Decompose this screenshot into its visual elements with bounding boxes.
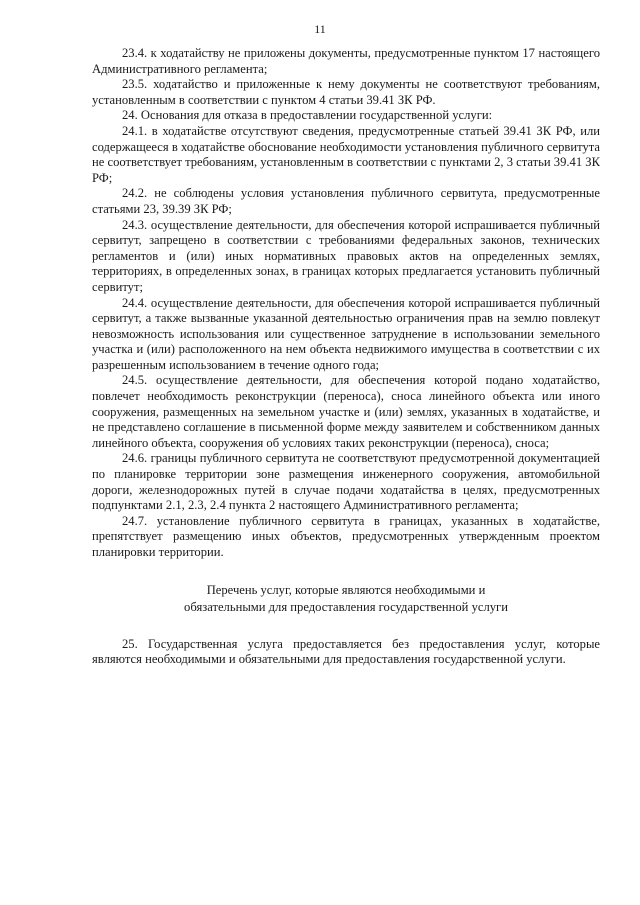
paragraph-25: 25. Государственная услуга предоставляется без предоставления услуг, которые являются необходимыми и обязательными для предоставления государственной услуги. — [92, 636, 600, 667]
paragraph-24-6: 24.6. границы публичного сервитута не соответствуют предусмотренной документацией по планировке территории зоне размещения инженерного сооружения, автомобильной дороги, железнодорожных путей в случае подачи ходатайства в целях, предусмотренных подпунктами 2.1, 2.3, 2.4 пункта 2 настоящего Административного регламента; — [92, 451, 600, 513]
page-number: 11 — [314, 22, 326, 36]
paragraph-23-5: 23.5. ходатайство и приложенные к нему документы не соответствуют требованиям, установленным в соответствии с пунктом 4 статьи 39.41 ЗК РФ. — [92, 77, 600, 107]
paragraph-24: 24. Основания для отказа в предоставлении государственной услуги: — [122, 108, 493, 123]
paragraph-24-4: 24.4. осуществление деятельности, для обеспечения которой испрашивается публичный сервитут, а также вызванные указанной деятельностью ограничения прав на землю повлекут невозможность использования или существенное затруднение в использовании земельного участка и (или) расположенного на нем объекта недвижимого имущества в соответствии с их разрешенным использованием в течение одного года; — [92, 295, 600, 372]
section-title-line-2: обязательными для предоставления государственной услуги — [184, 599, 508, 614]
paragraph-24-7: 24.7. установление публичного сервитута в границах, указанных в ходатайстве, препятствует размещению иных объектов, предусмотренных утвержденным проектом планировки территории. — [92, 513, 600, 559]
document-body — [92, 46, 600, 668]
paragraph-24-1: 24.1. в ходатайстве отсутствуют сведения, предусмотренные статьей 39.41 ЗК РФ, или содержащееся в ходатайстве обоснование необходимости установления публичного сервитута не соответствует требованиям, установленным в соответствии с пунктами 2, 3 статьи 39.41 ЗК РФ; — [92, 123, 600, 185]
paragraph-24-2: 24.2. не соблюдены условия установления публичного сервитута, предусмотренные статьями 23, 39.39 ЗК РФ; — [92, 186, 600, 216]
paragraph-24-5: 24.5. осуществление деятельности, для обеспечения которой подано ходатайство, повлечет необходимость реконструкции (переноса), сноса линейного объекта или иного сооружения, размещенных на земельном участке и (или) землях, указанных в ходатайстве, и не представлено соглашение в письменной форме между заявителем и собственником данных линейного объекта, сооружения об условиях таких реконструкции (переноса), сноса; — [92, 373, 600, 450]
section-title-line-1: Перечень услуг, которые являются необходимыми и — [206, 582, 486, 597]
paragraph-23-4: 23.4. к ходатайству не приложены документы, предусмотренные пунктом 17 настоящего Административного регламента; — [92, 46, 600, 76]
section-title — [92, 582, 600, 616]
paragraph-24-3: 24.3. осуществление деятельности, для обеспечения которой испрашивается публичный сервитут, запрещено в соответствии с требованиями федеральных законов, технических регламентов и (или) иных нормативных правовых актов на определенных землях, территориях, в определенных зонах, в границах которых предлагается установить публичный сервитут; — [92, 217, 600, 294]
